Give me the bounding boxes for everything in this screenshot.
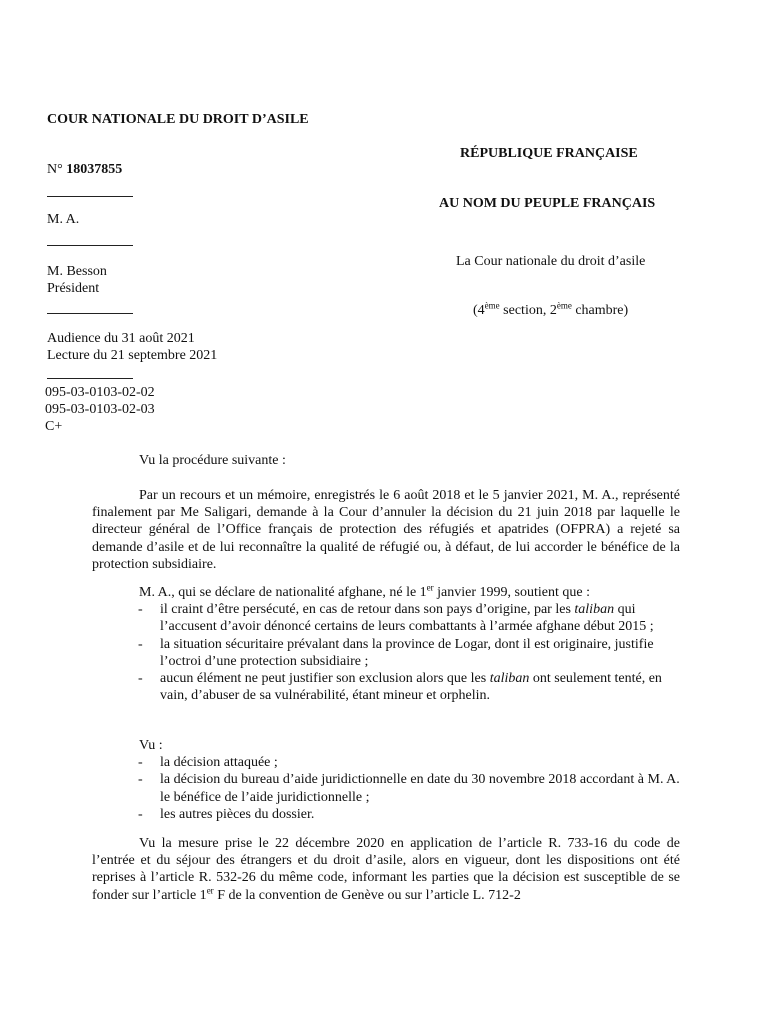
dash-bullet: - [138,671,143,687]
paragraph-appeal-text: Par un recours et un mémoire, enregistrés le 6 août 2018 et le 5 janvier 2021, M. A., représenté finalement par Me Saligari, demande à la Cour d’annuler la décision du 21 juin 2018 par laquelle le directeur général de l’Office français de protection des réfugiés et apatrides (OFPRA) a rejeté sa demande d’asile et de lui reconnaître la qualité de réfugié ou, à défaut, de lui accorder le bénéfice de la protection subsidiaire. [92,488,680,572]
claim-text-end: ont seulement tenté, en vain, d’abuser de sa vulnérabilité, étant mineur et orphelin. [160,671,662,704]
paragraph-measure-text: Vu la mesure prise le 22 décembre 2020 en application de l’article R. 733-16 du code de l’entrée et du séjour des étrangers et du droit d’asile, alors en vigueur, dont les dispositions ont été reprises à l’article R. 532-26 du même code, informant les parties que la décision est susceptible de se fonder sur l’article 1 [92,836,680,903]
divider [47,378,133,379]
republic-heading: RÉPUBLIQUE FRANÇAISE [460,146,638,161]
claim-text: il craint d’être persécuté, en cas de retour dans son pays d’origine, par les [160,602,575,618]
section-sup: ème [484,300,500,311]
seen-item-text: la décision du bureau d’aide juridictionnelle en date du 30 novembre 2018 accordant à M. A. le bénéfice de l’aide juridictionnelle ; [160,772,680,805]
list-item [92,771,680,805]
classification-codes [45,384,155,435]
code: 095-03-0103-02-03 [45,402,155,417]
dash-bullet: - [138,772,143,788]
claims-lead-text: M. A., qui se déclare de nationalité afghane, né le 1 [139,585,427,600]
seen-list [92,737,680,823]
case-number [47,162,122,178]
section-sup: ème [556,300,572,311]
claim-text: aucun élément ne peut justifier son exclusion alors que les [160,671,490,687]
list-item [92,636,680,670]
judge-name: M. Besson [47,264,107,279]
case-number-value: 18037855 [66,162,123,177]
seen-lead: Vu : [139,738,163,753]
dash-bullet: - [138,602,143,618]
paragraph-measure-sup: er [206,884,214,895]
section-mid: section, 2 [499,303,557,318]
code: C+ [45,419,63,434]
court-statement: La Cour nationale du droit d’asile [456,254,646,269]
people-heading: AU NOM DU PEUPLE FRANÇAIS [439,196,656,211]
claims-lead-sup: er [426,582,434,593]
paragraph-measure-text-end: F de la convention de Genève ou sur l’article L. 712-2 [213,887,521,903]
claim-text: la situation sécuritaire prévalant dans la province de Logar, dont il est originaire, justifie l’octroi d’une protection subsidiaire ; [160,636,654,669]
divider [47,245,133,246]
party-name: M. A. [47,212,80,227]
code: 095-03-0103-02-02 [45,385,155,400]
paragraph-measure [92,835,680,904]
claim-emphasis: taliban [489,671,530,687]
reading-date: Lecture du 21 septembre 2021 [47,348,218,363]
claim-emphasis: taliban [574,602,615,618]
court-name: COUR NATIONALE DU DROIT D’ASILE [47,112,309,127]
hearing-date: Audience du 31 août 2021 [47,331,195,346]
divider [47,196,133,197]
paragraph-appeal [92,487,680,573]
claims-lead [92,584,680,601]
list-item [92,754,680,771]
list-item [92,806,680,823]
divider [47,313,133,314]
chamber-section [473,300,629,319]
list-item [92,601,680,635]
procedure-heading: Vu la procédure suivante : [139,453,286,468]
seen-item-text: les autres pièces du dossier. [160,806,315,822]
case-number-prefix: N° [47,162,67,177]
judge-role: Président [47,281,100,296]
section-close: chambre) [571,303,629,318]
dates-block [47,330,217,364]
section-open: (4 [473,303,485,318]
claims-list [92,584,680,704]
dash-bullet: - [138,755,143,771]
dash-bullet: - [138,636,143,652]
judge-block [47,263,107,297]
claim-text-end: qui l’accusent d’avoir dénoncé certains de leurs combattants à l’armée afghane début 2015 ; [160,602,654,635]
list-item [92,670,680,704]
claims-lead-text-end: janvier 1999, soutient que : [433,585,590,600]
seen-item-text: la décision attaquée ; [160,755,278,771]
dash-bullet: - [138,806,143,822]
